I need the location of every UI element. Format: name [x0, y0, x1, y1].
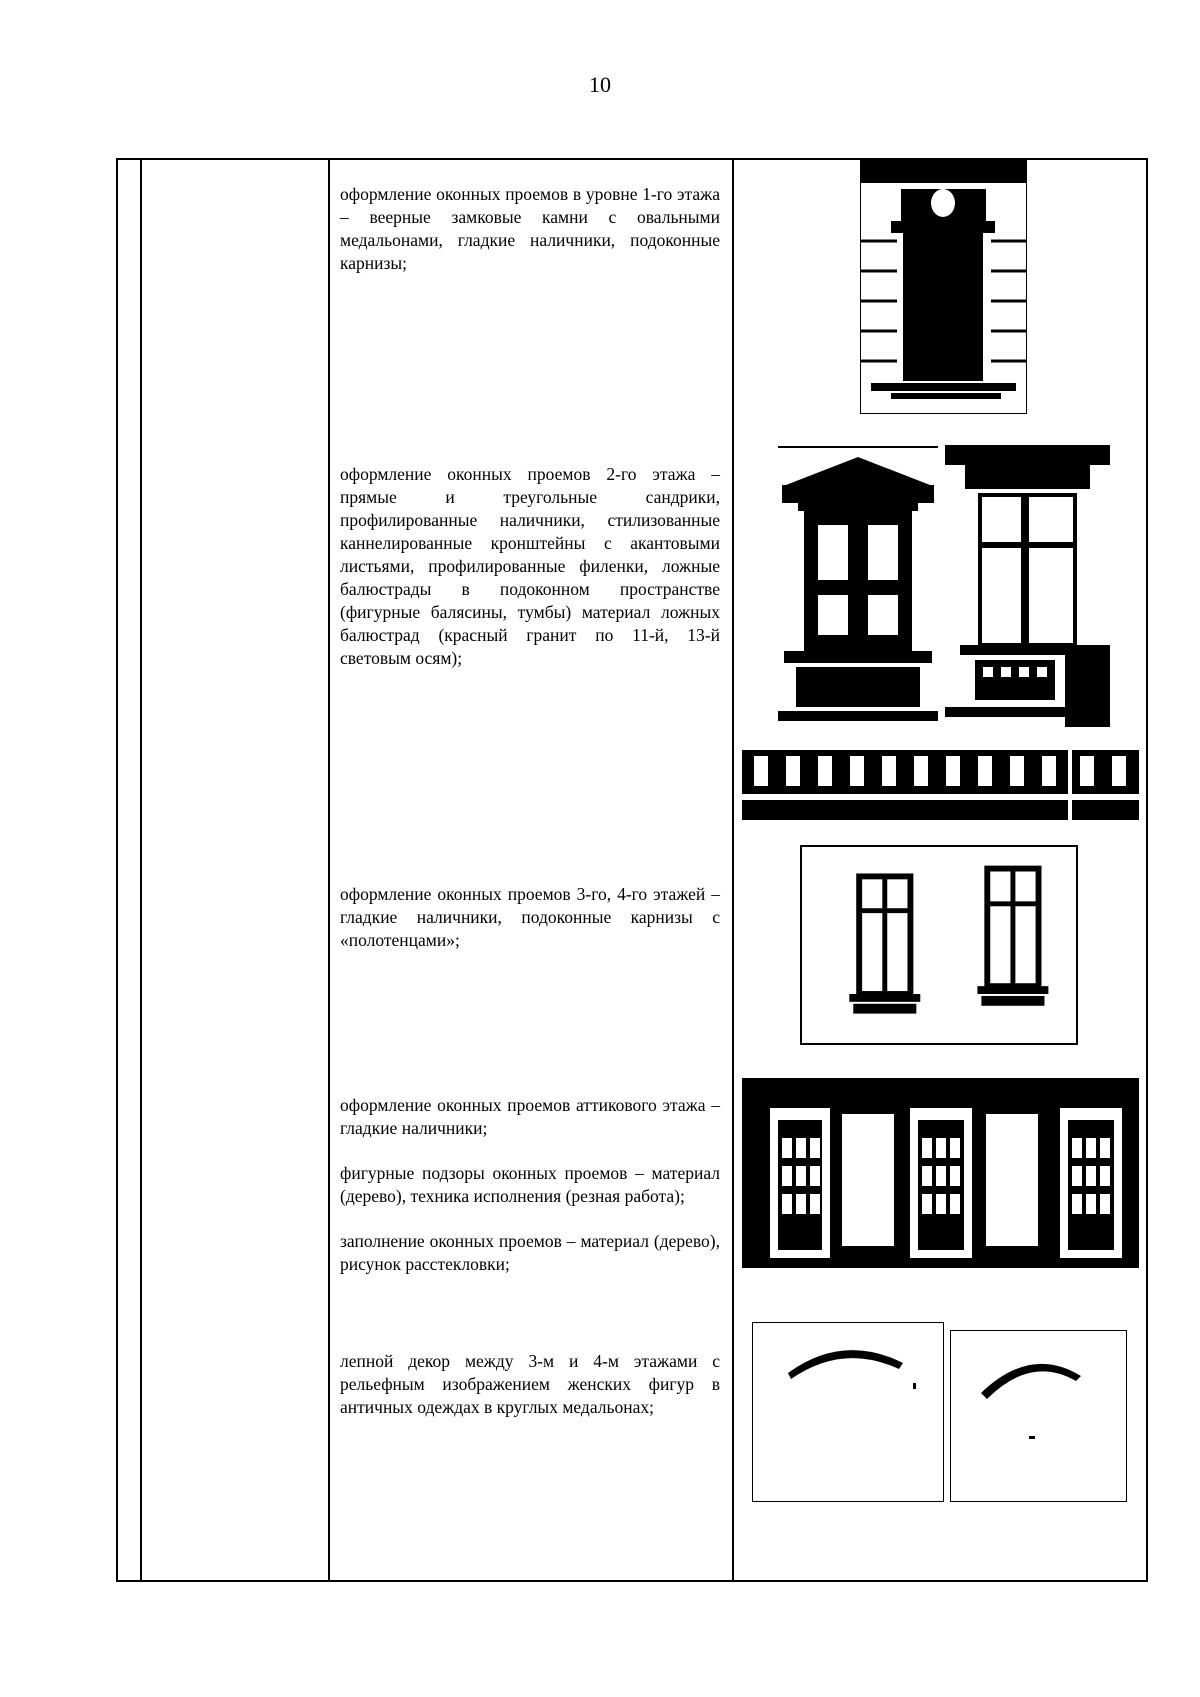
- photo-ground-floor-window: [860, 160, 1027, 414]
- item-attic-windows: [340, 1094, 720, 1298]
- photo-medallion-left: [752, 1322, 944, 1502]
- photo-false-balustrade: [742, 750, 1139, 820]
- item-text: оформление оконных проемов 2-го этажа – прямые и треугольные сандрики, профилированные наличники, стилизованные каннелированные кронштейны с акантовыми листьями, профилированные филенки, ложные балюстрады в подоконном пространстве (фигурные балясины, тумбы) материал ложных балюстрад (красный гранит по 11-й, 13-й световым осям);: [340, 464, 720, 668]
- column-divider-3: [732, 160, 734, 1580]
- item-text: оформление оконных проемов аттикового этажа – гладкие наличники;: [340, 1095, 720, 1138]
- photo-second-floor-window-sandrik: [945, 445, 1110, 727]
- page-number: 10: [589, 72, 611, 97]
- item-third-fourth-floor-windows: [340, 883, 720, 974]
- item-text: лепной декор между 3-м и 4-м этажами с рельефным изображением женских фигур в античных одеждах в круглых медальонах;: [340, 1351, 720, 1417]
- item-text: оформление оконных проемов 3-го, 4-го этажей – гладкие наличники, подоконные карнизы с «полотенцами»;: [340, 884, 720, 950]
- photo-third-fourth-floor-windows: [800, 845, 1078, 1045]
- item-ground-floor-windows: [340, 183, 720, 297]
- item-stucco-decor: [340, 1350, 720, 1441]
- photo-attic-windows: [742, 1078, 1139, 1268]
- column-divider-1: [140, 160, 142, 1580]
- item-second-floor-windows: [340, 463, 720, 692]
- photo-medallion-right: [950, 1330, 1127, 1502]
- photo-second-floor-window-pediment: [778, 445, 938, 727]
- item-text: оформление оконных проемов в уровне 1-го этажа – веерные замковые камни с овальными медальонами, гладкие наличники, подоконные карнизы;: [340, 184, 720, 273]
- item-text: заполнение оконных проемов – материал (дерево), рисунок расстекловки;: [340, 1231, 720, 1274]
- item-text: фигурные подзоры оконных проемов – материал (дерево), техника исполнения (резная работа);: [340, 1163, 720, 1206]
- column-divider-2: [328, 160, 330, 1580]
